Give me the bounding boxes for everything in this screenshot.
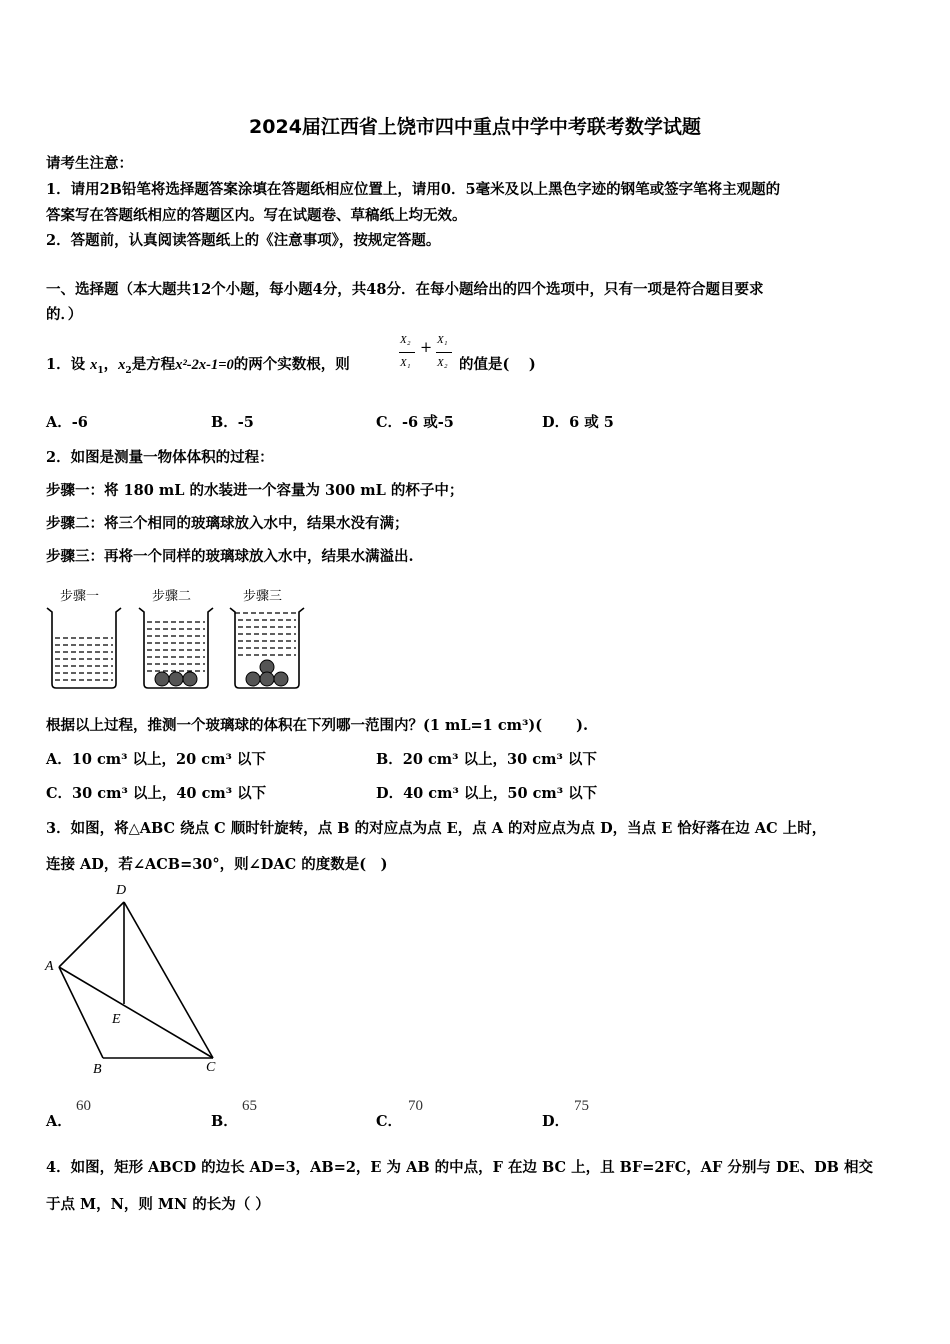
q3-option-b[interactable]: B． (211, 1113, 238, 1130)
q3-option-c-value: 70 (408, 1098, 423, 1114)
label-c: C (206, 1060, 216, 1075)
segment-ad (59, 902, 124, 967)
q1-option-b[interactable]: B．-5 (211, 414, 254, 431)
label-b: B (93, 1062, 102, 1077)
q1-fraction-bar-2 (436, 352, 452, 353)
page-title: 2024届江西省上饶市四中重点中学中考联考数学试题 (249, 116, 701, 138)
q2-option-b[interactable]: B．20 cm³ 以上，30 cm³ 以下 (376, 751, 597, 768)
glass-ball (155, 672, 169, 686)
beaker-1 (47, 608, 121, 688)
beaker-2 (139, 608, 213, 688)
glass-ball (274, 672, 288, 686)
q1-option-c[interactable]: C．-6 或-5 (376, 414, 454, 431)
q4-line-2: 于点 M，N，则 MN 的长为（ ） (46, 1196, 270, 1213)
q2-step-1: 步骤一：将 180 mL 的水装进一个容量为 300 mL 的杯子中； (46, 482, 464, 499)
triangle-figure (40, 880, 240, 1085)
q3-option-a[interactable]: A． (46, 1113, 72, 1130)
section-heading-line-2: 的．） (46, 306, 83, 323)
segment-dc (124, 902, 213, 1058)
label-e: E (112, 1012, 121, 1027)
segment-ac (59, 967, 213, 1058)
label-d: D (116, 883, 127, 898)
q3-line-1: 3．如图，将△ABC 绕点 C 顺时针旋转，点 B 的对应点为点 E，点 A 的对应点为点 D，当点 E 恰好落在边 AC 上时， (46, 820, 827, 837)
beaker-3 (230, 608, 304, 688)
q3-option-b-value: 65 (242, 1098, 257, 1114)
q1-prefix: 1．设 $x_1$，$x_2$是方程x²-2x-1=0的两个实数根，则 (46, 356, 350, 376)
section-heading-line-1: 一、选择题（本大题共12个小题，每小题4分，共48分．在每小题给出的四个选项中，只有一项是符合题目要求 (46, 281, 764, 298)
glass-ball (260, 672, 274, 686)
q1-plus: + (420, 340, 433, 356)
q1-option-d[interactable]: D．6 或 5 (542, 414, 614, 431)
notice-heading: 请考生注意： (46, 155, 133, 172)
q2-intro: 2．如图是测量一物体体积的过程： (46, 449, 274, 466)
q2-option-d[interactable]: D．40 cm³ 以上，50 cm³ 以下 (376, 785, 598, 802)
q3-option-d[interactable]: D． (542, 1113, 570, 1130)
q3-option-c[interactable]: C． (376, 1113, 403, 1130)
q1-fraction-bar-1 (399, 352, 415, 353)
q1-fraction-den-2: X₂ (437, 357, 448, 369)
beaker-label-2: 步骤二 (152, 589, 192, 604)
beaker-label-3: 步骤三 (243, 589, 283, 604)
notice-line-2: 2．答题前，认真阅读答题纸上的《注意事项》，按规定答题。 (46, 232, 441, 249)
q1-fraction-num-1: X₂ (400, 334, 411, 346)
q2-step-2: 步骤二：将三个相同的玻璃球放入水中，结果水没有满； (46, 515, 409, 532)
notice-line-1a: 1．请用2B铅笔将选择题答案涂填在答题纸相应位置上，请用0．5毫米及以上黑色字迹的钢笔或签字笔将主观题的 (46, 181, 781, 198)
notice-line-1b: 答案写在答题纸相应的答题区内。写在试题卷、草稿纸上均无效。 (46, 207, 467, 224)
q1-suffix: 的值是( ) (459, 356, 536, 373)
q2-option-a[interactable]: A．10 cm³ 以上，20 cm³ 以下 (46, 751, 266, 768)
triangle-svg (40, 880, 240, 1085)
q2-question: 根据以上过程，推测一个玻璃球的体积在下列哪一范围内？(1 mL=1 cm³)( ). (46, 717, 589, 734)
glass-ball (169, 672, 183, 686)
q1-fraction-num-2: X₁ (437, 334, 448, 346)
q1-option-a[interactable]: A．-6 (46, 414, 88, 431)
q2-step-3: 步骤三：再将一个同样的玻璃球放入水中，结果水满溢出. (46, 548, 414, 565)
glass-ball (183, 672, 197, 686)
beaker-label-1: 步骤一 (60, 589, 100, 604)
q3-line-2: 连接 AD，若∠ACB=30°，则∠DAC 的度数是( ) (46, 856, 388, 873)
q1-fraction-den-1: X₁ (400, 357, 411, 369)
glass-ball (246, 672, 260, 686)
q3-option-a-value: 60 (76, 1098, 91, 1114)
q3-option-d-value: 75 (574, 1098, 589, 1114)
q2-option-c[interactable]: C．30 cm³ 以上，40 cm³ 以下 (46, 785, 267, 802)
q4-line-1: 4．如图，矩形 ABCD 的边长 AD=3，AB=2，E 为 AB 的中点，F 在边 BC 上，且 BF=2FC，AF 分别与 DE、DB 相交 (46, 1159, 873, 1176)
label-a: A (45, 959, 54, 974)
